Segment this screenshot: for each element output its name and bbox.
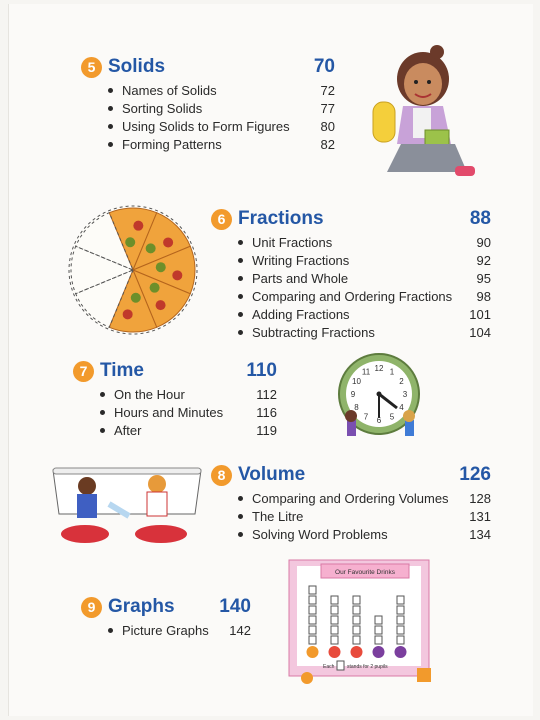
graph-key-label: stands for 2 pupils xyxy=(347,664,388,670)
graph-fruit-icon xyxy=(373,646,385,658)
graph-cup-icon xyxy=(353,636,360,644)
graph-cup-icon xyxy=(331,606,338,614)
graph-cup-icon xyxy=(397,636,404,644)
section-page-number: 110 xyxy=(246,360,277,381)
section-page-number: 70 xyxy=(313,56,335,77)
clock-illustration xyxy=(331,348,431,448)
topic-item[interactable]: Hours and Minutes 116 xyxy=(100,404,277,422)
topic-item[interactable]: Parts and Whole 95 xyxy=(238,270,491,288)
topic-list xyxy=(238,234,491,342)
pizza-topping xyxy=(123,309,133,319)
topic-item[interactable]: After 119 xyxy=(100,422,277,440)
graph-cup-icon xyxy=(353,616,360,624)
topic-item[interactable]: The Litre 131 xyxy=(238,508,491,526)
graph-fruit-icon xyxy=(329,646,341,658)
graph-cup-icon xyxy=(397,626,404,634)
pizza-fraction-illustration xyxy=(67,204,199,336)
graph-key-each: Each xyxy=(323,664,335,670)
clock-number: 8 xyxy=(354,403,359,412)
section-title[interactable]: Volume xyxy=(238,464,306,485)
clock-number: 5 xyxy=(389,412,395,422)
pizza-topping xyxy=(156,300,166,310)
graph-cup-icon xyxy=(397,596,404,604)
graph-cup-icon xyxy=(309,586,316,594)
pizza-topping xyxy=(133,221,143,231)
topic-list xyxy=(238,490,491,544)
graph-cup-icon xyxy=(331,596,338,604)
section-number-badge: 8 xyxy=(211,465,232,486)
graph-cup-icon xyxy=(375,636,382,644)
graph-title: Our Favourite Drinks xyxy=(335,569,395,576)
section-number-badge: 6 xyxy=(211,209,232,230)
pizza-topping xyxy=(125,237,135,247)
clock-number: 2 xyxy=(399,377,404,386)
section-page-number: 140 xyxy=(219,596,251,617)
graph-cup-icon xyxy=(375,626,382,634)
section-number-badge: 9 xyxy=(81,597,102,618)
section-title[interactable]: Graphs xyxy=(108,596,175,617)
children-pouring-water-illustration xyxy=(49,464,207,550)
graph-fruit-icon xyxy=(395,646,407,658)
clock-number: 12 xyxy=(374,364,384,373)
section-title[interactable]: Solids xyxy=(108,56,166,77)
section-title[interactable]: Fractions xyxy=(238,208,324,229)
topic-item[interactable]: Comparing and Ordering Volumes 128 xyxy=(238,490,491,508)
graph-cup-icon xyxy=(309,636,316,644)
section-page-number: 126 xyxy=(459,464,491,485)
graph-cup-icon xyxy=(309,626,316,634)
clock-number: 4 xyxy=(399,403,404,412)
pizza-topping xyxy=(172,270,182,280)
topic-item[interactable]: Unit Fractions 90 xyxy=(238,234,491,252)
graph-cup-icon xyxy=(353,626,360,634)
topic-item[interactable]: Forming Patterns 82 xyxy=(108,136,335,154)
graph-cup-icon xyxy=(309,596,316,604)
clock-number: 11 xyxy=(361,367,371,377)
graph-cup-icon xyxy=(331,616,338,624)
section-number-badge: 5 xyxy=(81,57,102,78)
pizza-topping xyxy=(156,262,166,272)
topic-list xyxy=(108,622,251,640)
clock-number: 10 xyxy=(352,377,361,386)
graph-cup-icon xyxy=(375,616,382,624)
graph-cup-icon xyxy=(331,636,338,644)
graph-cup-icon xyxy=(353,596,360,604)
clock-number: 7 xyxy=(363,412,369,422)
topic-item[interactable]: On the Hour 112 xyxy=(100,386,277,404)
pizza-topping xyxy=(146,243,156,253)
graph-cup-icon xyxy=(331,626,338,634)
topic-item[interactable]: Adding Fractions 101 xyxy=(238,306,491,324)
clock-number: 3 xyxy=(402,390,408,399)
topic-item[interactable]: Using Solids to Form Figures 80 xyxy=(108,118,335,136)
clock-number: 9 xyxy=(350,390,356,399)
graph-fruit-icon xyxy=(307,646,319,658)
clock-number: 6 xyxy=(376,416,382,425)
girl-with-solids-illustration xyxy=(371,44,481,189)
topic-item[interactable]: Solving Word Problems 134 xyxy=(238,526,491,544)
topic-item[interactable]: Writing Fractions 92 xyxy=(238,252,491,270)
table-of-contents-page xyxy=(8,4,533,716)
graph-cup-icon xyxy=(397,606,404,614)
topic-item[interactable]: Names of Solids 72 xyxy=(108,82,335,100)
section-number-badge: 7 xyxy=(73,361,94,382)
section-title[interactable]: Time xyxy=(100,360,145,381)
graph-fruit-icon xyxy=(351,646,363,658)
topic-list xyxy=(108,82,335,154)
pizza-topping xyxy=(131,293,141,303)
graph-cup-icon xyxy=(309,616,316,624)
topic-item[interactable]: Sorting Solids 77 xyxy=(108,100,335,118)
pizza-topping xyxy=(163,237,173,247)
topic-list xyxy=(100,386,277,440)
graph-cup-icon xyxy=(353,606,360,614)
clock-number: 1 xyxy=(389,367,395,377)
picture-graph-illustration xyxy=(287,556,433,686)
topic-item[interactable]: Comparing and Ordering Fractions 98 xyxy=(238,288,491,306)
graph-cup-icon xyxy=(397,616,404,624)
topic-item[interactable]: Subtracting Fractions 104 xyxy=(238,324,491,342)
pizza-topping xyxy=(150,283,160,293)
graph-cup-icon xyxy=(309,606,316,614)
topic-item[interactable]: Picture Graphs 142 xyxy=(108,622,251,640)
section-page-number: 88 xyxy=(469,208,491,229)
